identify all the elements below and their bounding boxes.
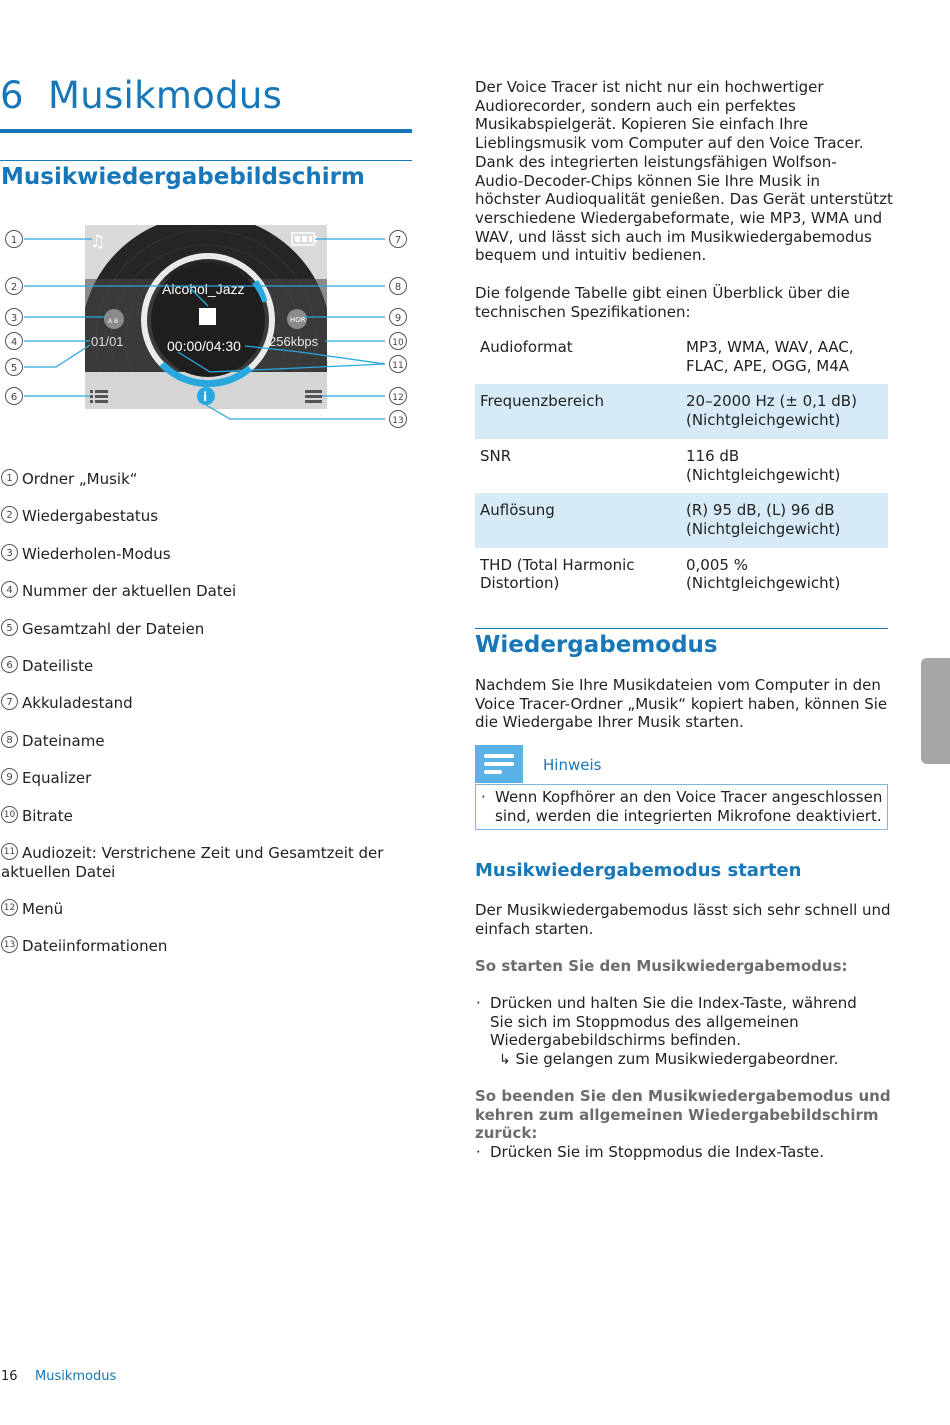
start-title: Musikwiedergabemodus starten [475,860,802,881]
svg-text:2: 2 [10,282,18,293]
svg-text:i: i [203,390,208,404]
legend-item: 7 Akkuladestand [1,694,133,713]
screen-section-title: Musikwiedergabebildschirm [1,164,365,190]
menu-icon [305,390,322,403]
svg-text:13: 13 [392,416,404,426]
table-intro: Die folgende Tabelle gibt einen Überblick über die technischen Spezifikationen: [475,284,850,321]
legend-item: 11 Audiozeit: Verstrichene Zeit und Gesamtzeit der aktuellen Datei [1,844,384,881]
bitrate: 256kbps [269,334,319,349]
legend-item: 1 Ordner „Musik“ [1,470,138,489]
footer-section: Musikmodus [35,1369,117,1384]
spec-row: SNR 116 dB (Nichtgleichgewicht) [480,446,841,484]
note-text: · Wenn Kopfhörer an den Voice Tracer angeschlossen sind, werden die integrierten Mikrofone deaktiviert. [481,788,883,825]
playback-title: Wiedergabemodus [475,632,718,658]
svg-text:3: 3 [10,313,18,324]
legend-item: 9 Equalizer [1,769,91,788]
spec-row: Audioformat MP3, WMA, WAV, AAC, FLAC, APE, OGG, M4A [480,338,854,375]
svg-text:7: 7 [394,235,402,246]
start-bullet: · Drücken und halten Sie die Index-Taste, während Sie sich im Stoppmodus des allgemeinen Wiedergabebildschirms befinden. ↳ Sie gelangen zum Musikwiedergabeordner. [476,994,857,1069]
svg-text:12: 12 [392,393,404,403]
svg-text:9: 9 [394,313,402,324]
legend-item: 2 Wiedergabestatus [1,507,158,526]
section-rule [0,160,412,161]
legend-item: 4 Nummer der aktuellen Datei [1,582,236,601]
file-name: Alcohol_Jazz [162,281,245,297]
note-label: Hinweis [543,756,602,774]
svg-text:5: 5 [10,363,18,374]
legend-item: 8 Dateiname [1,732,105,751]
legend-item: 5 Gesamtzahl der Dateien [1,620,204,639]
svg-text:A B: A B [108,318,119,325]
svg-text:11: 11 [392,361,404,371]
legend-item: 6 Dateiliste [1,657,93,676]
music-folder-icon: ♫ [90,232,106,252]
legend-item: 3 Wiederholen-Modus [1,545,171,564]
end-bullet: · Drücken Sie im Stoppmodus die Index-Taste. [476,1143,824,1161]
playback-rule [475,628,888,629]
svg-text:1: 1 [10,235,18,246]
start-paragraph: Der Musikwiedergabemodus lässt sich sehr schnell und einfach starten. [475,901,891,938]
chapter-rule [0,129,412,133]
result-arrow-icon: ↳ [499,1052,511,1069]
svg-text:6: 6 [10,392,18,403]
chapter-side-tab [921,658,950,764]
playback-paragraph: Nachdem Sie Ihre Musikdateien vom Computer in den Voice Tracer-Ordner „Musik“ kopiert haben, können Sie die Wiedergabe Ihrer Musik starten. [475,676,888,732]
how-to-start-title: So starten Sie den Musikwiedergabemodus: [475,957,848,975]
legend-item: 12 Menü [1,900,63,919]
svg-text:8: 8 [394,282,402,293]
svg-text:HOR: HOR [290,316,306,324]
how-to-end-title: So beenden Sie den Musikwiedergabemodus und kehren zum allgemeinen Wiedergabebildschirm zurück: [475,1087,891,1143]
spec-row: Frequenzbereich 20–2000 Hz (± 0,1 dB) (Nichtgleichgewicht) [475,384,888,438]
svg-text:4: 4 [10,337,18,348]
file-list-icon [90,390,108,403]
intro-paragraph: Der Voice Tracer ist nicht nur ein hochwertiger Audiorecorder, sondern auch ein perfektes Musikabspielgerät. Kopieren Sie einfach Ihre Lieblingsmusik vom Computer auf den Voice Tracer. Dank des integrierten leistungsfähigen Wolfson- Audio-Decoder-Chips können Sie Ihre Musik in höchster Audioqualität genießen. Das Gerät unterstützt verschiedene Wiedergabeformate, wie MP3, WMA und WAV, und lässt sich auch im Musikwiedergabemodus bequem und intuitiv bedienen. [475,78,893,265]
page-number: 16 [1,1369,18,1384]
legend-item: 13 Dateiinformationen [1,937,167,956]
time-readout: 00:00/04:30 [167,338,241,354]
svg-text:10: 10 [392,338,404,348]
spec-row: Auflösung (R) 95 dB, (L) 96 dB (Nichtgleichgewicht) [475,493,888,547]
spec-table [475,330,888,602]
legend-item: 10 Bitrate [1,807,73,826]
spec-row: THD (Total Harmonic Distortion) 0,005 % (Nichtgleichgewicht) [480,555,841,593]
music-screen-diagram [0,222,420,434]
note-icon [475,745,523,783]
file-number: 01/01 [91,334,124,349]
stop-icon [199,308,216,325]
chapter-title: 6 Musikmodus [0,74,283,117]
